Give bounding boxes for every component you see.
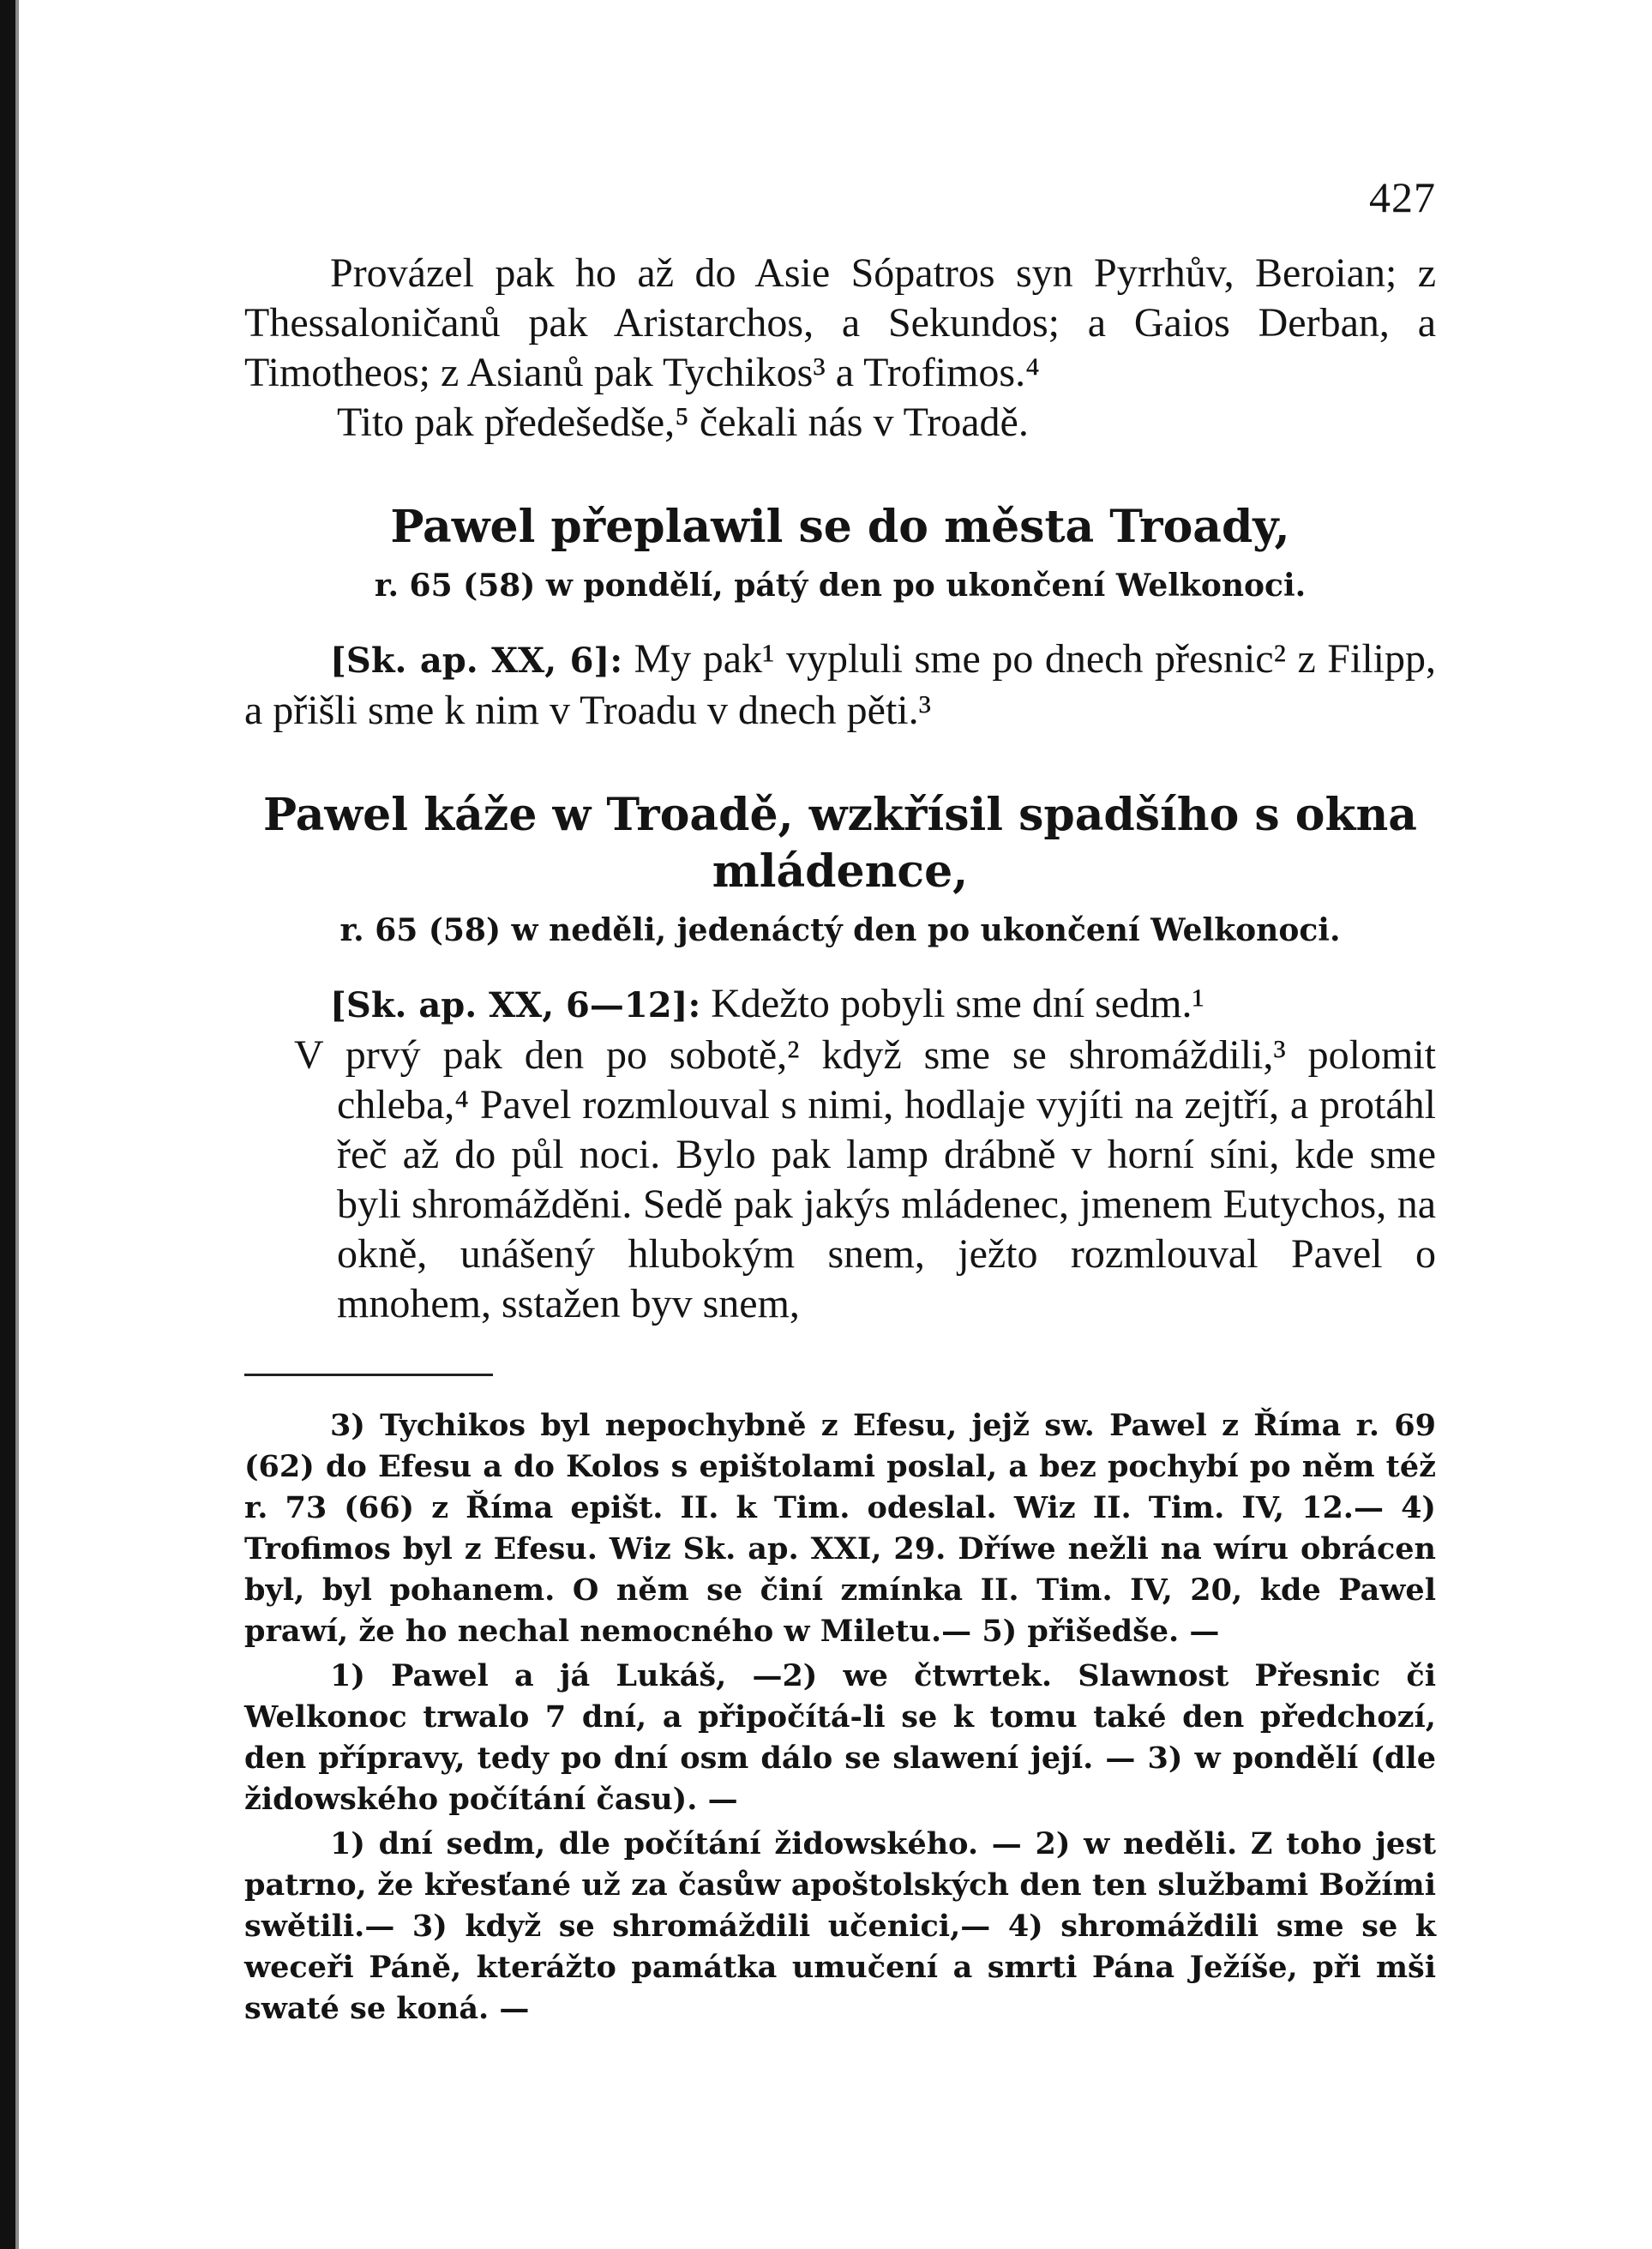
footnote-group-2: 1) Pawel a já Lukáš, —2) we čtwrtek. Slawnost Přesnic či Welkonoc trwalo 7 dní, a připočítá-li se k tomu také den předchozí, den přípravy, tedy po dní osm dálo se slawení její. — 3) w pondělí (dle židowského počítání času). — — [244, 1658, 1436, 1817]
footnotes-block — [244, 1405, 1436, 2030]
page-number: 427 — [1369, 173, 1436, 221]
section-date-line-2: r. 65 (58) w neděli, jedenáctý den po ukončení Welkonoci. — [339, 912, 1341, 948]
scripture-reference: [Sk. ap. XX, 6]: — [330, 640, 623, 681]
footnote-divider — [244, 1374, 493, 1376]
section-heading-troada: Pawel přeplawil se do města Troady, — [390, 501, 1290, 553]
footnote-group-1: 3) Tychikos byl nepochybně z Efesu, jejž sw. Pawel z Říma r. 69 (62) do Efesu a do Kolos s epištolami poslal, a bez pochybí po něm též r. 73 (66) z Říma epišt. II. k Tim. odeslal. Wiz II. Tim. IV, 12.— 4) Trofimos byl z Efesu. Wiz Sk. ap. XXI, 29. Dříwe nežli na wíru obrácen byl, byl pohanem. O něm se činí zmínka II. Tim. IV, 20, kde Pawel prawí, že ho nechal nemocného w Miletu.— 5) přišedše. — — [244, 1408, 1436, 1649]
scripture-text-b: V prvý pak den po sobotě,² když sme se shromáždili,³ polomit chleba,⁴ Pavel rozmlouval s nimi, hodlaje vyjíti na zejtří, a protáhl řeč až do půl noci. Bylo pak lamp drábně v horní síni, kde sme byli shromážděni. Sedě pak jakýs mládenec, jmenem Eutychos, na okně, unášený hlubokým snem, ježto rozmlouval Pavel o mnohem, sstažen byv snem, — [294, 1032, 1436, 1326]
scripture-paragraph-2 — [244, 979, 1436, 1031]
scripture-reference-2: [Sk. ap. XX, 6—12]: — [330, 985, 701, 1025]
scan-left-edge — [0, 0, 15, 2249]
paragraph-intro-end: Tito pak předešedše,⁵ čekali nás v Troadě. — [337, 400, 1029, 445]
book-page — [244, 171, 1436, 2033]
scripture-text-a: Kdežto pobyli sme dní sedm.¹ — [711, 981, 1204, 1026]
section-date-line: r. 65 (58) w pondělí, pátý den po ukončení Welkonoci. — [374, 568, 1307, 604]
scan-edge-shadow — [15, 0, 19, 2249]
scripture-paragraph — [244, 634, 1436, 736]
scripture-text: My pak¹ vypluli sme po dnech přesnic² z Filipp, a přišli sme k nim v Troadu v dnech pěti.³ — [244, 636, 1437, 733]
footnote-group-3: 1) dní sedm, dle počítání židowského. — 2) w neděli. Z toho jest patrno, že křesťané už za časůw apoštolských den ten službami Božími swětili.— 3) když se shromáždili učenici,— 4) shromáždili sme se k weceři Páně, kterážto památka umučení a smrti Pána Ježíše, při mši swaté se koná. — — [244, 1826, 1436, 2026]
section-heading-eutychos: Pawel káže w Troadě, wzkřísil spadšího s okna mládence, — [262, 789, 1417, 898]
paragraph-intro: Provázel pak ho až do Asie Sópatros syn Pyrrhův, Beroian; z Thessaloničanů pak Aristarchos, a Sekundos; a Gaios Derban, a Timotheos; z Asianů pak Tychikos³ a Trofimos.⁴ — [244, 250, 1436, 395]
